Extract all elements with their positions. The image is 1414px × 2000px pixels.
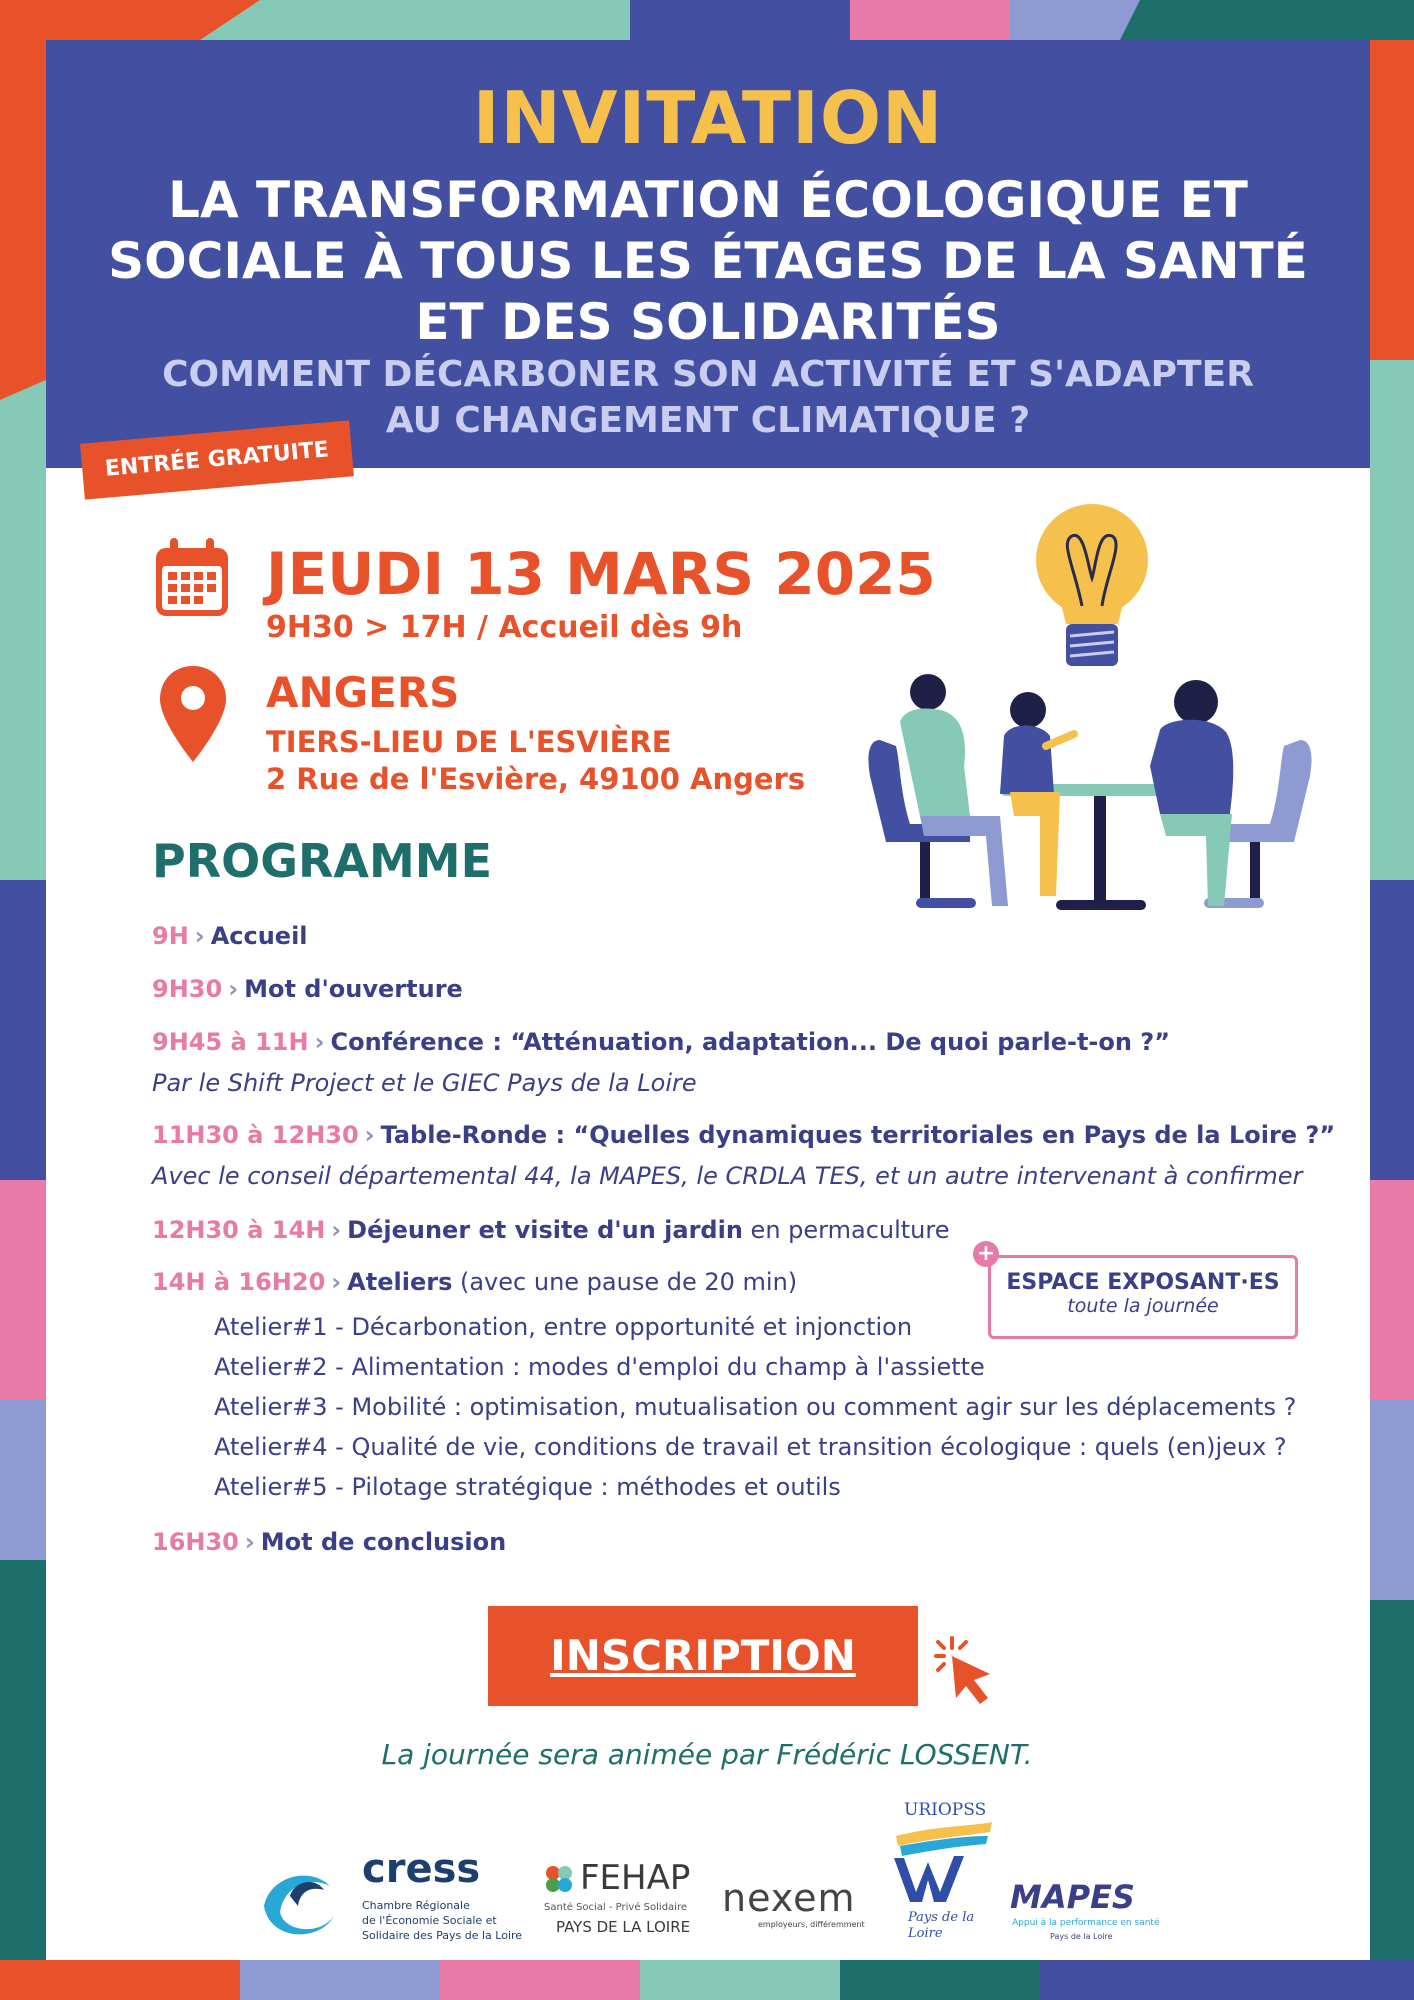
atelier-item: Atelier#4 - Qualité de vie, conditions de travail et transition écologique : quels (en)jeux ? bbox=[214, 1433, 1287, 1461]
venue-name: TIERS-LIEU DE L'ESVIÈRE bbox=[266, 725, 672, 759]
free-entry-badge: ENTRÉE GRATUITE bbox=[80, 420, 354, 499]
atelier-item: Atelier#2 - Alimentation : modes d'emploi du champ à l'assiette bbox=[214, 1353, 985, 1381]
uriopss-logo: URIOPSS Pays de la Loire bbox=[894, 1800, 1000, 1944]
programme-item: 9H › Accueil bbox=[152, 922, 308, 950]
programme-heading: PROGRAMME bbox=[152, 834, 492, 888]
programme-item: 9H30 › Mot d'ouverture bbox=[152, 975, 463, 1003]
conference-speakers: Par le Shift Project et le GIEC Pays de la Loire bbox=[152, 1069, 697, 1097]
mapes-logo: MAPES Appui à la performance en santé Pays de la Loire bbox=[1010, 1878, 1160, 1941]
chevron-right-icon: › bbox=[228, 975, 239, 1003]
chevron-right-icon: › bbox=[314, 1028, 325, 1056]
event-subtitle: COMMENT DÉCARBONER SON ACTIVITÉ ET S'ADAPTER AU CHANGEMENT CLIMATIQUE ? bbox=[162, 354, 1254, 441]
programme-item: 14H à 16H20 › Ateliers (avec une pause de 20 min) bbox=[152, 1268, 798, 1296]
event-title: LA TRANSFORMATION ÉCOLOGIQUE ET SOCIALE À TOUS LES ÉTAGES DE LA SANTÉ ET DES SOLIDARITÉS bbox=[108, 171, 1308, 351]
event-time: 9H30 > 17H / Accueil dès 9h bbox=[266, 610, 743, 645]
header-banner bbox=[46, 40, 1370, 468]
invitation-heading: INVITATION bbox=[472, 76, 944, 160]
people-meeting-illustration bbox=[860, 496, 1320, 926]
fehap-logo: FEHAP Santé Social - Privé Solidaire PAYS DE LA LOIRE bbox=[544, 1858, 691, 1936]
atelier-item: Atelier#5 - Pilotage stratégique : méthodes et outils bbox=[214, 1473, 841, 1501]
calendar-icon bbox=[152, 536, 232, 620]
register-button[interactable]: INSCRIPTION bbox=[488, 1606, 918, 1706]
plus-icon: + bbox=[973, 1241, 999, 1267]
nexem-logo: nexem employeurs, différemment bbox=[722, 1876, 865, 1929]
programme-item: 12H30 à 14H › Déjeuner et visite d'un jardin en permaculture bbox=[152, 1216, 950, 1244]
atelier-item: Atelier#3 - Mobilité : optimisation, mutualisation ou comment agir sur les déplacements ? bbox=[214, 1393, 1297, 1421]
atelier-item: Atelier#1 - Décarbonation, entre opportunité et injonction bbox=[214, 1313, 913, 1341]
roundtable-speakers: Avec le conseil départemental 44, la MAPES, le CRDLA TES, et un autre intervenant à confirmer bbox=[152, 1162, 1303, 1190]
chevron-right-icon: › bbox=[331, 1268, 342, 1296]
programme-item: 9H45 à 11H › Conférence : “Atténuation, adaptation... De quoi parle-t-on ?” bbox=[152, 1028, 1170, 1056]
event-venue bbox=[266, 724, 805, 798]
cursor-click-icon bbox=[928, 1634, 998, 1710]
uriopss-emblem-icon bbox=[894, 1822, 994, 1902]
venue-address: 2 Rue de l'Esvière, 49100 Angers bbox=[266, 762, 806, 796]
location-pin-icon bbox=[158, 664, 228, 764]
exhibitor-space-box: ESPACE EXPOSANT·ES toute la journée bbox=[988, 1255, 1298, 1339]
chevron-right-icon: › bbox=[194, 922, 205, 950]
chevron-right-icon: › bbox=[244, 1528, 255, 1556]
host-note: La journée sera animée par Frédéric LOSSENT. bbox=[381, 1738, 1033, 1771]
programme-item: 16H30 › Mot de conclusion bbox=[152, 1528, 507, 1556]
cress-swoosh-icon bbox=[250, 1846, 346, 1942]
chevron-right-icon: › bbox=[364, 1121, 375, 1149]
programme-item: 11H30 à 12H30 › Table-Ronde : “Quelles dynamiques territoriales en Pays de la Loire ?” bbox=[152, 1121, 1336, 1149]
chevron-right-icon: › bbox=[331, 1216, 342, 1244]
event-date: JEUDI 13 MARS 2025 bbox=[266, 540, 936, 608]
fehap-flower-icon bbox=[544, 1864, 574, 1894]
event-city: ANGERS bbox=[266, 668, 460, 717]
cress-logo: cress Chambre Régionale de l'Économie Sociale et Solidaire des Pays de la Loire bbox=[250, 1846, 530, 1942]
